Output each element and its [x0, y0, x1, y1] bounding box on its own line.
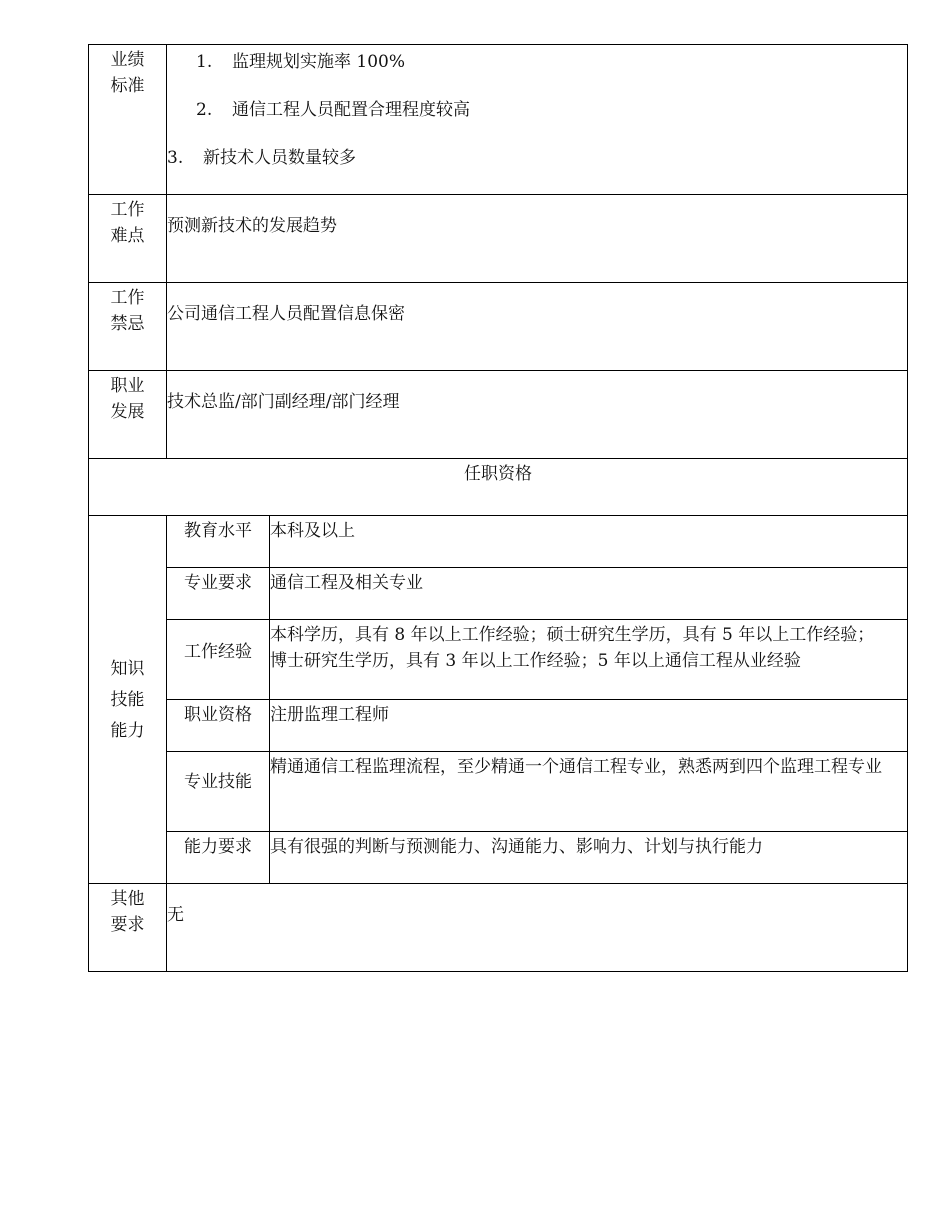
certificate-value: 注册监理工程师: [270, 700, 908, 752]
difficulty-row: [89, 195, 908, 283]
qualification-header-row: [89, 459, 908, 516]
performance-row: [89, 45, 908, 195]
table-row: [89, 516, 908, 568]
taboo-value: 公司通信工程人员配置信息保密: [167, 283, 908, 371]
other-row: [89, 884, 908, 972]
skill-value: 精通通信工程监理流程，至少精通一个通信工程专业，熟悉两到四个监理工程专业: [270, 752, 908, 832]
education-value: 本科及以上: [270, 516, 908, 568]
other-label: 其他要求: [89, 884, 167, 972]
performance-content: [167, 45, 908, 195]
skill-label: 专业技能: [167, 752, 270, 832]
table-row: [89, 620, 908, 700]
table-row: [89, 700, 908, 752]
table-row: [89, 568, 908, 620]
performance-list: [167, 47, 907, 191]
table-row: [89, 752, 908, 832]
job-description-table: [88, 44, 908, 972]
ability-label: 能力要求: [167, 832, 270, 884]
qualification-title: 任职资格: [89, 459, 908, 516]
taboo-row: [89, 283, 908, 371]
career-label: 职业发展: [89, 371, 167, 459]
difficulty-value: 预测新技术的发展趋势: [167, 195, 908, 283]
qualification-group-label: 知识技能能力: [89, 516, 167, 884]
difficulty-label: 工作难点: [89, 195, 167, 283]
experience-value: 本科学历，具有 8 年以上工作经验；硕士研究生学历，具有 5 年以上工作经验；博士研究生学历，具有 3 年以上工作经验；5 年以上通信工程从业经验: [270, 620, 908, 700]
experience-label: 工作经验: [167, 620, 270, 700]
major-label: 专业要求: [167, 568, 270, 620]
certificate-label: 职业资格: [167, 700, 270, 752]
education-label: 教育水平: [167, 516, 270, 568]
other-value: 无: [167, 884, 908, 972]
career-row: [89, 371, 908, 459]
taboo-label: 工作禁忌: [89, 283, 167, 371]
career-value: 技术总监/部门副经理/部门经理: [167, 371, 908, 459]
list-item: 3. 新技术人员数量较多: [167, 148, 356, 168]
list-item: 2. 通信工程人员配置合理程度较高: [196, 100, 470, 120]
performance-label: 业绩标准: [89, 45, 167, 195]
ability-value: 具有很强的判断与预测能力、沟通能力、影响力、计划与执行能力: [270, 832, 908, 884]
list-item: 1. 监理规划实施率 100%: [196, 52, 406, 72]
table-row: [89, 832, 908, 884]
major-value: 通信工程及相关专业: [270, 568, 908, 620]
